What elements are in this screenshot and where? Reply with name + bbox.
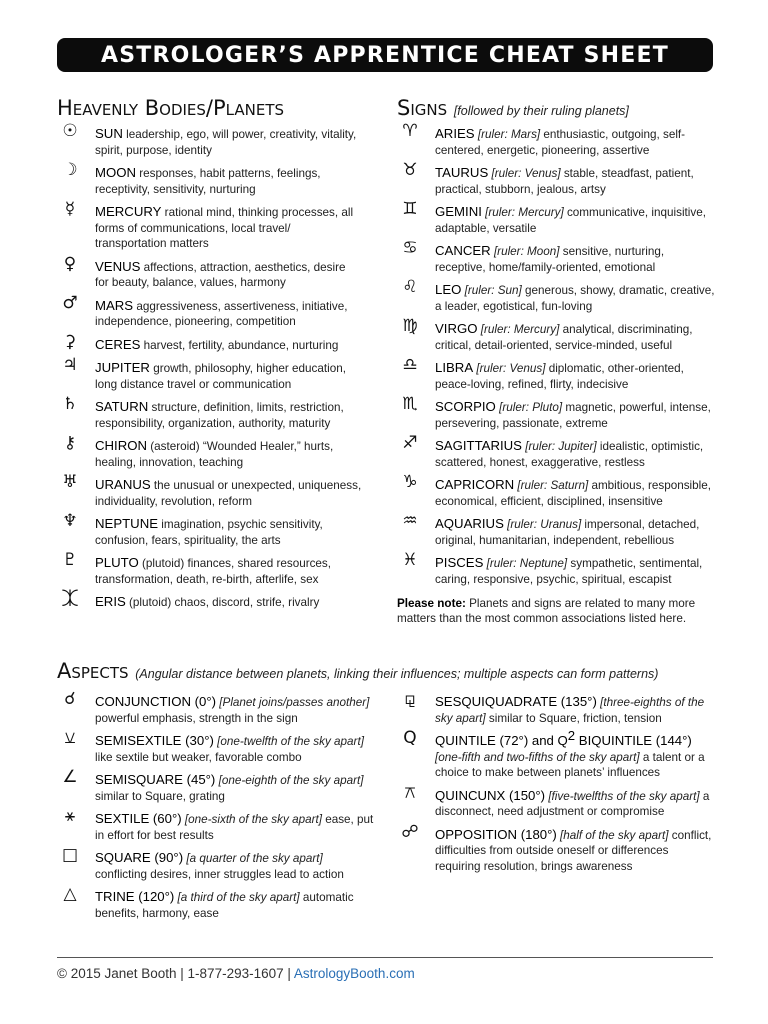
note-label: Please note: <box>397 597 466 610</box>
entry-description: a talent or a choice to make between planets’ influences <box>435 750 705 779</box>
entry-qualifier: [one-twelfth of the sky apart] <box>217 735 364 748</box>
entry-name: PLUTO <box>95 555 139 570</box>
entry-name: VENUS <box>95 258 141 274</box>
entry-name-continued: BIQUINTILE (144°) <box>575 733 692 748</box>
sextile-icon: ⚹ <box>64 806 76 826</box>
entry-description: (plutoid) finances, shared resources, transformation, death, re-birth, afterlife, sex <box>95 557 332 586</box>
planet-entry <box>57 433 362 470</box>
aspect-entry <box>397 782 715 820</box>
sign-entry <box>397 472 715 509</box>
aspects-heading-row <box>57 659 717 689</box>
entry-name: CONJUNCTION (0°) <box>95 694 217 709</box>
capricorn-icon: ♑ <box>402 472 418 492</box>
entry-qualifier: [three-eighths of the sky apart] <box>435 696 705 725</box>
aspects-right-list <box>397 689 715 874</box>
entry-description: (plutoid) chaos, discord, strife, rivalry <box>125 596 320 609</box>
entry-name: QUINTILE (72°) and Q <box>435 733 568 748</box>
mars-icon: ♂ <box>62 292 78 313</box>
entry-qualifier: [ruler: Moon] <box>493 245 560 258</box>
aquarius-icon: ♒ <box>402 511 418 531</box>
entry-name: PISCES <box>435 555 484 570</box>
entry-description: (asteroid) “Wounded Healer,” hurts, healing, innovation, teaching <box>95 440 334 469</box>
entry-name: NEPTUNE <box>95 516 159 531</box>
sign-entry <box>397 121 715 158</box>
aspect-entry <box>397 728 715 781</box>
entry-name: JUPITER <box>95 360 150 375</box>
moon-icon: ☽ <box>62 160 78 180</box>
entry-description: a disconnect, need adjustment or compromise <box>435 789 710 818</box>
entry-description: enthusiastic, outgoing, self-centered, energetic, pioneering, assertive <box>435 128 686 157</box>
semisquare-icon: ∠ <box>62 767 78 787</box>
leo-icon: ♌ <box>402 277 418 297</box>
entry-qualifier: [ruler: Neptune] <box>486 557 568 570</box>
aspect-entry <box>57 806 375 843</box>
entry-description: communicative, inquisitive, adaptable, versatile <box>435 206 706 235</box>
entry-name: ERIS <box>95 594 126 609</box>
jupiter-icon: ♃ <box>62 355 78 375</box>
gemini-icon: ♊ <box>402 199 418 219</box>
entry-qualifier: [ruler: Pluto] <box>499 401 563 414</box>
page-title: ASTROLOGER’S APPRENTICE CHEAT SHEET <box>57 38 713 72</box>
entry-description: generous, showy, dramatic, creative, a leader, egotistical, fun-loving <box>435 284 715 313</box>
entry-name: SCORPIO <box>435 399 496 414</box>
footer-divider <box>57 957 713 958</box>
entry-description: ease, put in effort for best results <box>95 813 374 842</box>
planet-entry <box>57 550 362 587</box>
entry-name: CHIRON <box>95 438 148 453</box>
eris-icon: ⯰ <box>61 589 79 609</box>
entry-description: harvest, fertility, abundance, nurturing <box>140 338 339 352</box>
planet-entry <box>57 331 362 354</box>
entry-name-superscript: 2 <box>567 728 576 744</box>
entry-name: SESQUIQUADRATE (135°) <box>435 694 597 709</box>
sign-entry <box>397 511 715 548</box>
planets-heading: Heavenly Bodies/Planets <box>57 96 285 120</box>
planet-entry <box>57 472 362 509</box>
entry-description: automatic benefits, harmony, ease <box>95 891 354 920</box>
pisces-icon: ♓ <box>402 550 418 570</box>
entry-description: diplomatic, other-oriented, peace-loving, refined, flirty, indecisive <box>435 362 684 391</box>
trine-icon: △ <box>63 884 77 904</box>
ceres-icon: ⚳ <box>63 331 77 352</box>
sign-entry <box>397 199 715 236</box>
aspects-title: Aspects <box>57 659 129 683</box>
sign-entry <box>397 238 715 275</box>
entry-qualifier: [ruler: Venus] <box>491 167 561 180</box>
scorpio-icon: ♏ <box>402 394 418 414</box>
entry-name: MERCURY <box>95 204 162 219</box>
quincunx-icon: ⚻ <box>404 782 416 803</box>
entry-name: MARS <box>95 297 134 313</box>
planet-entry <box>57 160 362 197</box>
entry-qualifier: [a third of the sky apart] <box>177 891 300 904</box>
entry-name: TAURUS <box>435 165 489 180</box>
planet-entry <box>57 199 362 252</box>
libra-icon: ♎ <box>402 355 418 375</box>
saturn-icon: ♄ <box>62 394 78 414</box>
entry-qualifier: [ruler: Saturn] <box>517 479 589 492</box>
entry-description: structure, definition, limits, restriction, responsibility, organization, authority, maturity <box>95 401 344 430</box>
virgo-icon: ♍ <box>402 316 418 336</box>
aspect-entry <box>57 845 375 882</box>
sign-entry <box>397 394 715 431</box>
entry-description: similar to Square, friction, tension <box>485 711 662 725</box>
sagittarius-icon: ♐ <box>402 433 418 453</box>
venus-icon: ♀ <box>63 253 77 274</box>
entry-qualifier: [ruler: Venus] <box>476 362 546 375</box>
entry-description: leadership, ego, will power, creativity, vitality, spirit, purpose, identity <box>95 128 357 157</box>
entry-qualifier: [ruler: Mars] <box>477 128 541 141</box>
entry-description: imagination, psychic sensitivity, confusion, fears, spirituality, the arts <box>95 518 323 547</box>
entry-name: CAPRICORN <box>435 477 515 492</box>
entry-description: similar to Square, grating <box>95 789 225 803</box>
planet-entry <box>57 292 362 330</box>
entry-description: responses, habit patterns, feelings, receptivity, sensitivity, nurturing <box>95 167 321 196</box>
sesquiquadrate-icon: ⚼ <box>404 689 416 709</box>
signs-section <box>397 96 715 626</box>
aspect-entry <box>57 884 375 921</box>
square-icon: □ <box>61 845 79 865</box>
entry-description: affections, attraction, aesthetics, desire for beauty, balance, values, harmony <box>95 260 346 289</box>
entry-description: idealistic, optimistic, scattered, honest, exaggerative, restless <box>435 440 704 469</box>
signs-title: Signs <box>397 96 448 120</box>
entry-description: sensitive, nurturing, receptive, home/family-oriented, emotional <box>435 245 665 274</box>
entry-name: MOON <box>95 165 137 180</box>
entry-qualifier: [one-sixth of the sky apart] <box>184 813 322 826</box>
entry-name: SUN <box>95 126 123 141</box>
entry-description: impersonal, detached, original, humanitarian, independent, rebellious <box>435 518 700 547</box>
website-link[interactable]: AstrologyBooth.com <box>293 966 415 981</box>
aspects-left-list <box>57 689 375 921</box>
entry-description: like sextile but weaker, favorable combo <box>95 750 302 764</box>
aspect-entry <box>57 767 375 804</box>
entry-name: VIRGO <box>435 321 478 336</box>
mercury-icon: ☿ <box>64 199 76 219</box>
entry-name: AQUARIUS <box>435 516 504 531</box>
entry-qualifier: [one-fifth and two-fifths of the sky apart] <box>435 750 640 764</box>
entry-name: TRINE (120°) <box>95 889 175 904</box>
entry-name: SEXTILE (60°) <box>95 811 182 826</box>
entry-description: the unusual or unexpected, uniqueness, individuality, revolution, reform <box>95 479 362 508</box>
chiron-icon: ⚷ <box>63 433 77 453</box>
entry-qualifier: [half of the sky apart] <box>560 828 669 842</box>
entry-name: CANCER <box>435 243 491 258</box>
entry-description: ambitious, responsible, economical, efficient, disciplined, insensitive <box>435 479 711 508</box>
entry-name: SAGITTARIUS <box>435 438 522 453</box>
entry-qualifier: [ruler: Mercury] <box>485 206 564 219</box>
footer-text: © 2015 Janet Booth | 1-877-293-1607 | <box>57 966 294 981</box>
entry-description: analytical, discriminating, critical, detail-oriented, service-minded, useful <box>435 323 693 352</box>
entry-name: QUINCUNX (150°) <box>435 787 546 803</box>
planet-entry <box>57 394 362 431</box>
entry-name: GEMINI <box>435 204 482 219</box>
taurus-icon: ♉ <box>402 160 418 180</box>
entry-name: SEMISEXTILE (30°) <box>95 733 214 748</box>
entry-qualifier: [five-twelfths of the sky apart] <box>548 789 700 803</box>
uranus-icon: ♅ <box>62 472 78 492</box>
entry-name: ARIES <box>435 126 475 141</box>
sign-entry <box>397 316 715 353</box>
entry-description: powerful emphasis, strength in the sign <box>95 711 298 725</box>
entry-description: sympathetic, sentimental, caring, responsive, psychic, spiritual, escapist <box>435 557 703 586</box>
entry-description: magnetic, powerful, intense, persevering, passionate, extreme <box>435 401 711 430</box>
planets-list <box>57 121 362 611</box>
sign-entry <box>397 277 715 314</box>
entry-qualifier: [ruler: Mercury] <box>480 323 560 336</box>
aspect-entry <box>57 728 375 765</box>
opposition-icon: ☍ <box>401 821 419 842</box>
aspect-entry <box>397 689 715 726</box>
semisextile-icon: ⚺ <box>64 728 76 748</box>
entry-name: URANUS <box>95 477 151 492</box>
cancer-icon: ♋ <box>402 238 418 258</box>
entry-description: stable, steadfast, patient, practical, stubborn, jealous, artsy <box>435 167 694 196</box>
note-text: Planets and signs are related to many more matters than the most common associations listed here. <box>397 597 696 625</box>
entry-name: SQUARE (90°) <box>95 850 184 865</box>
neptune-icon: ♆ <box>62 511 78 531</box>
entry-name: LIBRA <box>435 360 474 375</box>
aspects-left <box>57 689 375 928</box>
sun-icon: ☉ <box>62 121 78 141</box>
aspects-heading <box>57 659 717 683</box>
pluto-icon: ♇ <box>62 550 78 570</box>
planet-entry <box>57 355 362 392</box>
aspect-entry <box>397 821 715 875</box>
aries-icon: ♈ <box>402 121 418 141</box>
entry-qualifier: [a quarter of the sky apart] <box>186 852 323 865</box>
aspects-subtitle: (Angular distance between planets, linking their influences; multiple aspects can form patterns) <box>135 667 659 681</box>
sign-entry <box>397 550 715 587</box>
entry-qualifier: [ruler: Jupiter] <box>525 440 597 453</box>
signs-heading <box>397 96 715 120</box>
entry-description: aggressiveness, assertiveness, initiative, independence, pioneering, competition <box>95 299 348 328</box>
sign-entry <box>397 160 715 197</box>
entry-qualifier: [one-eighth of the sky apart] <box>218 774 364 787</box>
signs-subtitle: [followed by their ruling planets] <box>453 104 629 118</box>
signs-note <box>397 596 715 626</box>
aspect-entry <box>57 689 375 726</box>
sign-entry <box>397 355 715 392</box>
planets-section <box>57 96 362 618</box>
entry-description: rational mind, thinking processes, all forms of communications, local travel/ transportation matters <box>95 206 354 250</box>
entry-name: SATURN <box>95 399 149 414</box>
entry-qualifier: [Planet joins/passes another] <box>219 696 370 709</box>
entry-name: LEO <box>435 282 462 297</box>
entry-description: growth, philosophy, higher education, long distance travel or communication <box>95 362 346 391</box>
entry-qualifier: [ruler: Uranus] <box>507 518 582 531</box>
footer <box>57 966 415 981</box>
aspects-right <box>397 689 715 881</box>
entry-description: conflict, difficulties from outside oneself or differences requiring resolution, brings awareness <box>435 828 712 873</box>
entry-name: OPPOSITION (180°) <box>435 826 557 842</box>
entry-name: SEMISQUARE (45°) <box>95 772 216 787</box>
sign-entry <box>397 433 715 470</box>
signs-list <box>397 121 715 587</box>
planet-entry <box>57 511 362 548</box>
planet-entry <box>57 121 362 158</box>
entry-description: conflicting desires, inner struggles lead to action <box>95 867 344 881</box>
entry-qualifier: [ruler: Sun] <box>464 284 522 297</box>
conjunction-icon: ☌ <box>64 689 76 709</box>
quintile-icon: Q <box>403 728 417 748</box>
entry-name: CERES <box>95 336 141 352</box>
planet-entry <box>57 589 362 611</box>
planet-entry <box>57 253 362 291</box>
